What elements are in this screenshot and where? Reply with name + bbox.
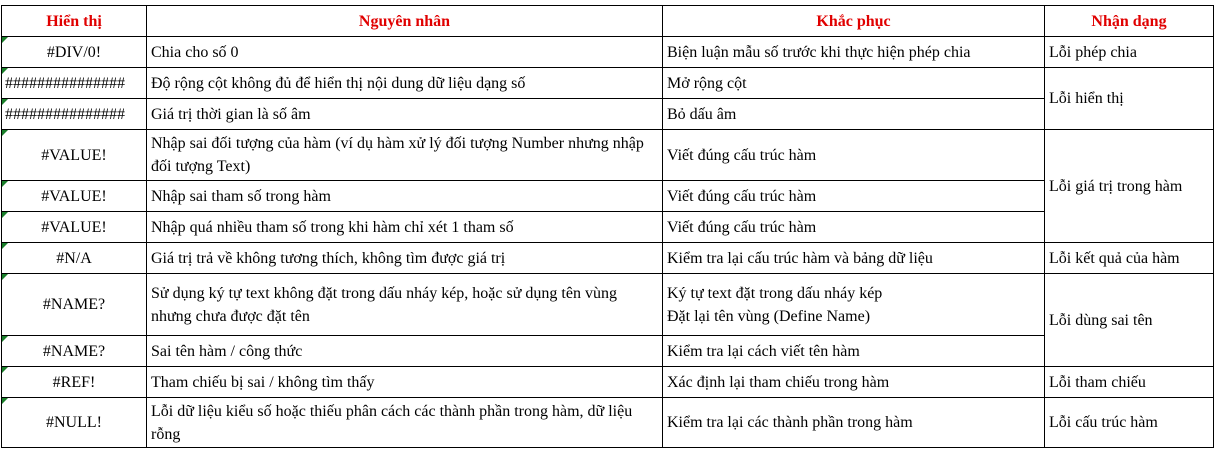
header-row bbox=[2, 6, 1214, 37]
header-fix: Khắc phục bbox=[663, 6, 1045, 37]
display-cell: #N/A bbox=[2, 243, 147, 274]
display-cell: #VALUE! bbox=[2, 130, 147, 181]
cause-cell: Sử dụng ký tự text không đặt trong dấu nháy kép, hoặc sử dụng tên vùng nhưng chưa được đặt tên bbox=[147, 274, 663, 336]
display-cell: #NAME? bbox=[2, 336, 147, 367]
table-row bbox=[2, 367, 1214, 398]
type-cell: Lỗi kết quả của hàm bbox=[1045, 243, 1214, 274]
type-cell: Lỗi tham chiếu bbox=[1045, 367, 1214, 398]
type-cell: Lỗi dùng sai tên bbox=[1045, 274, 1214, 367]
display-cell: #NAME? bbox=[2, 274, 147, 336]
display-cell: #REF! bbox=[2, 367, 147, 398]
display-cell: #DIV/0! bbox=[2, 37, 147, 68]
display-cell: ############### bbox=[2, 99, 147, 130]
type-cell: Lỗi giá trị trong hàm bbox=[1045, 130, 1214, 243]
fix-cell: Biện luận mẫu số trước khi thực hiện phép chia bbox=[663, 37, 1045, 68]
error-table bbox=[1, 5, 1214, 448]
table-row bbox=[2, 99, 1214, 130]
fix-cell: Viết đúng cấu trúc hàm bbox=[663, 212, 1045, 243]
table-row bbox=[2, 68, 1214, 99]
type-cell: Lỗi hiển thị bbox=[1045, 68, 1214, 130]
fix-cell bbox=[663, 274, 1045, 336]
header-type: Nhận dạng bbox=[1045, 6, 1214, 37]
table-row bbox=[2, 243, 1214, 274]
table-row bbox=[2, 274, 1214, 336]
cause-cell: Tham chiếu bị sai / không tìm thấy bbox=[147, 367, 663, 398]
type-cell: Lỗi cấu trúc hàm bbox=[1045, 398, 1214, 448]
cause-cell: Độ rộng cột không đủ để hiển thị nội dung dữ liệu dạng số bbox=[147, 68, 663, 99]
fix-line: Ký tự text đặt trong dấu nháy kép bbox=[667, 284, 883, 302]
fix-cell: Kiểm tra lại các thành phần trong hàm bbox=[663, 398, 1045, 448]
display-cell: #VALUE! bbox=[2, 212, 147, 243]
cause-cell: Nhập quá nhiều tham số trong khi hàm chỉ xét 1 tham số bbox=[147, 212, 663, 243]
fix-cell: Viết đúng cấu trúc hàm bbox=[663, 181, 1045, 212]
fix-line: Đặt lại tên vùng (Define Name) bbox=[667, 307, 871, 325]
fix-cell: Kiểm tra lại cấu trúc hàm và bảng dữ liệu bbox=[663, 243, 1045, 274]
fix-cell: Viết đúng cấu trúc hàm bbox=[663, 130, 1045, 181]
table-row bbox=[2, 398, 1214, 448]
table-row bbox=[2, 336, 1214, 367]
cause-cell: Nhập sai đối tượng của hàm (ví dụ hàm xử lý đối tượng Number nhưng nhập đối tượng Text) bbox=[147, 130, 663, 181]
fix-cell: Mở rộng cột bbox=[663, 68, 1045, 99]
header-display: Hiển thị bbox=[2, 6, 147, 37]
cause-cell: Giá trị thời gian là số âm bbox=[147, 99, 663, 130]
fix-cell: Bỏ dấu âm bbox=[663, 99, 1045, 130]
cause-cell: Sai tên hàm / công thức bbox=[147, 336, 663, 367]
table-row bbox=[2, 37, 1214, 68]
cause-cell: Lỗi dữ liệu kiểu số hoặc thiếu phân cách các thành phần trong hàm, dữ liệu rỗng bbox=[147, 398, 663, 448]
cause-cell: Nhập sai tham số trong hàm bbox=[147, 181, 663, 212]
display-cell: ############### bbox=[2, 68, 147, 99]
fix-cell: Xác định lại tham chiếu trong hàm bbox=[663, 367, 1045, 398]
display-cell: #VALUE! bbox=[2, 181, 147, 212]
table-row bbox=[2, 130, 1214, 181]
table-row bbox=[2, 212, 1214, 243]
cause-cell: Chia cho số 0 bbox=[147, 37, 663, 68]
display-cell: #NULL! bbox=[2, 398, 147, 448]
type-cell: Lỗi phép chia bbox=[1045, 37, 1214, 68]
table-row bbox=[2, 181, 1214, 212]
header-cause: Nguyên nhân bbox=[147, 6, 663, 37]
cause-cell: Giá trị trả về không tương thích, không tìm được giá trị bbox=[147, 243, 663, 274]
fix-cell: Kiểm tra lại cách viết tên hàm bbox=[663, 336, 1045, 367]
